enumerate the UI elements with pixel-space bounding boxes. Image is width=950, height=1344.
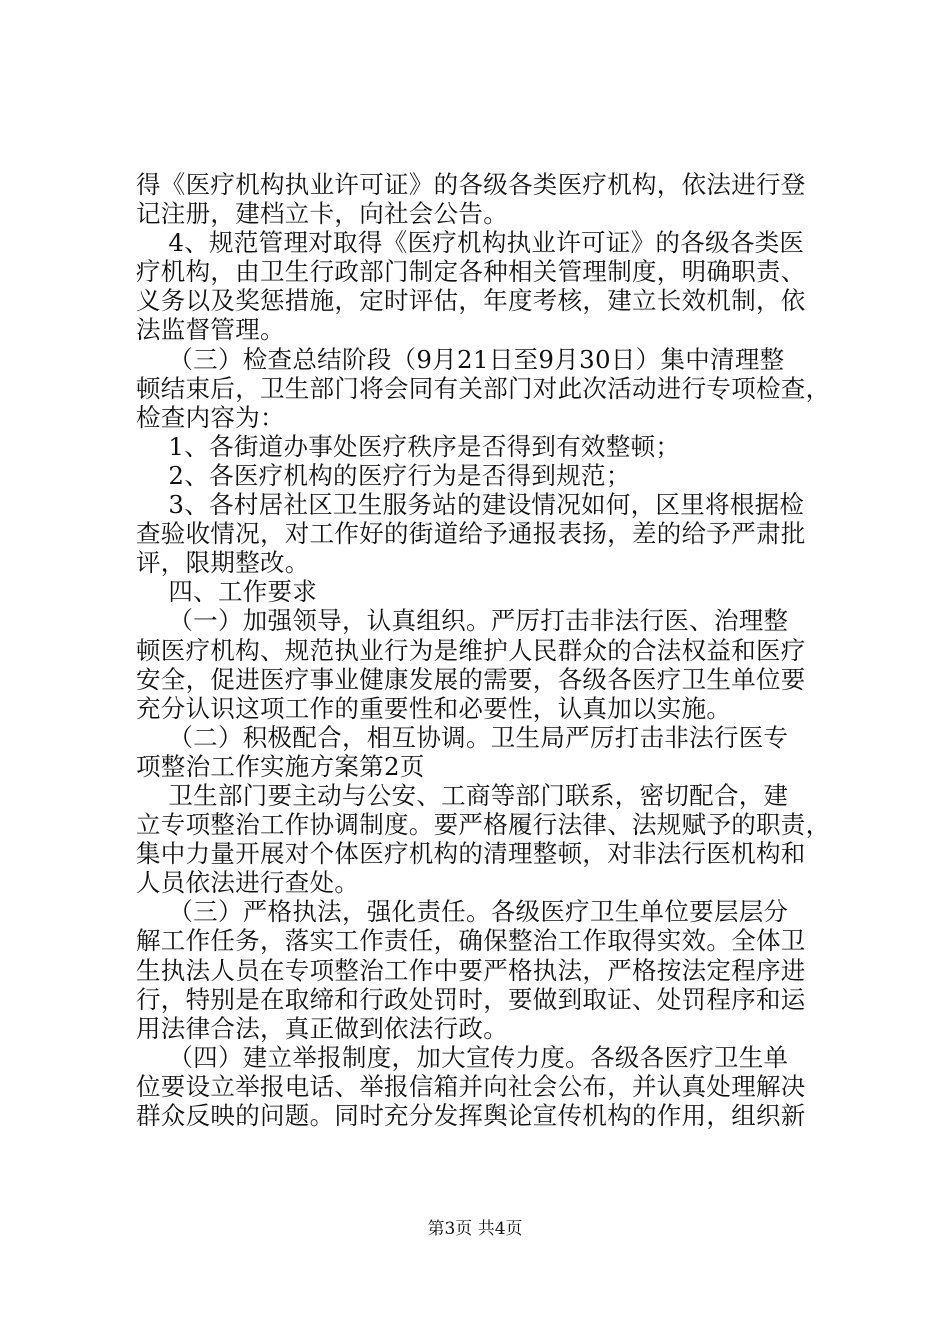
text-line: 用法律合法，真正做到依法行政。 xyxy=(136,1013,508,1043)
text-line: 疗机构，由卫生行政部门制定各种相关管理制度，明确职责、 xyxy=(136,257,806,287)
text-line: 评，限期整改。 xyxy=(136,548,310,578)
text-line: 2、各医疗机构的医疗行为是否得到规范； xyxy=(136,460,631,490)
text-line: 查验收情况，对工作好的街道给予通报表扬，差的给予严肃批 xyxy=(136,519,806,549)
text-line: 人员依法进行查处。 xyxy=(136,868,360,898)
text-line: 3、各村居社区卫生服务站的建设情况如何，区里将根据检 xyxy=(136,490,805,520)
text-line: 位要设立举报电话、举报信箱并向社会公布，并认真处理解决 xyxy=(136,1071,806,1101)
text-line: 得《医疗机构执业许可证》的各级各类医疗机构，依法进行登 xyxy=(136,170,806,199)
text-line: （三）检查总结阶段（9月21日至9月30日）集中清理整 xyxy=(136,344,785,374)
text-line: 生执法人员在专项整治工作中要严格执法，严格按法定程序进 xyxy=(136,955,806,985)
text-line: 义务以及奖惩措施，定时评估，年度考核，建立长效机制，依 xyxy=(136,286,806,316)
text-line: 安全，促进医疗事业健康发展的需要，各级各医疗卫生单位要 xyxy=(136,664,806,694)
text-line: 解工作任务，落实工作责任，确保整治工作取得实效。全体卫 xyxy=(136,926,806,956)
text-line: 群众反映的问题。同时充分发挥舆论宣传机构的作用，组织新 xyxy=(136,1101,806,1130)
text-line: 顿医疗机构、规范执业行为是维护人民群众的合法权益和医疗 xyxy=(136,635,806,665)
text-line: 法监督管理。 xyxy=(136,315,285,345)
text-line: 卫生部门要主动与公安、工商等部门联系，密切配合，建 xyxy=(136,780,789,810)
text-line: 1、各街道办事处医疗秩序是否得到有效整顿； xyxy=(136,431,681,461)
text-line: 项整治工作实施方案第2页 xyxy=(136,751,425,781)
text-line: 4、规范管理对取得《医疗机构执业许可证》的各级各类医 xyxy=(136,228,805,258)
text-line: （三）严格执法，强化责任。各级医疗卫生单位要层层分 xyxy=(136,897,789,927)
text-line: 行，特别是在取缔和行政处罚时，要做到取证、处罚程序和运 xyxy=(136,984,806,1014)
document-body xyxy=(136,170,836,1130)
text-line: （一）加强领导，认真组织。严厉打击非法行医、治理整 xyxy=(136,606,789,636)
page-footer: 第3页 共4页 xyxy=(427,1219,523,1239)
text-line: 四、工作要求 xyxy=(136,577,318,607)
text-line: 顿结束后，卫生部门将会同有关部门对此次活动进行专项检查， xyxy=(136,373,831,403)
text-line: （二）积极配合，相互协调。卫生局严厉打击非法行医专 xyxy=(136,722,789,752)
text-line: 立专项整治工作协调制度。要严格履行法律、法规赋予的职责， xyxy=(136,810,831,840)
text-line: 充分认识这项工作的重要性和必要性，认真加以实施。 xyxy=(136,693,732,723)
text-line: 记注册，建档立卡，向社会公告。 xyxy=(136,199,508,229)
text-line: 集中力量开展对个体医疗机构的清理整顿，对非法行医机构和 xyxy=(136,839,806,869)
text-line: （四）建立举报制度，加大宣传力度。各级各医疗卫生单 xyxy=(136,1042,789,1072)
text-line: 检查内容为： xyxy=(136,402,285,432)
